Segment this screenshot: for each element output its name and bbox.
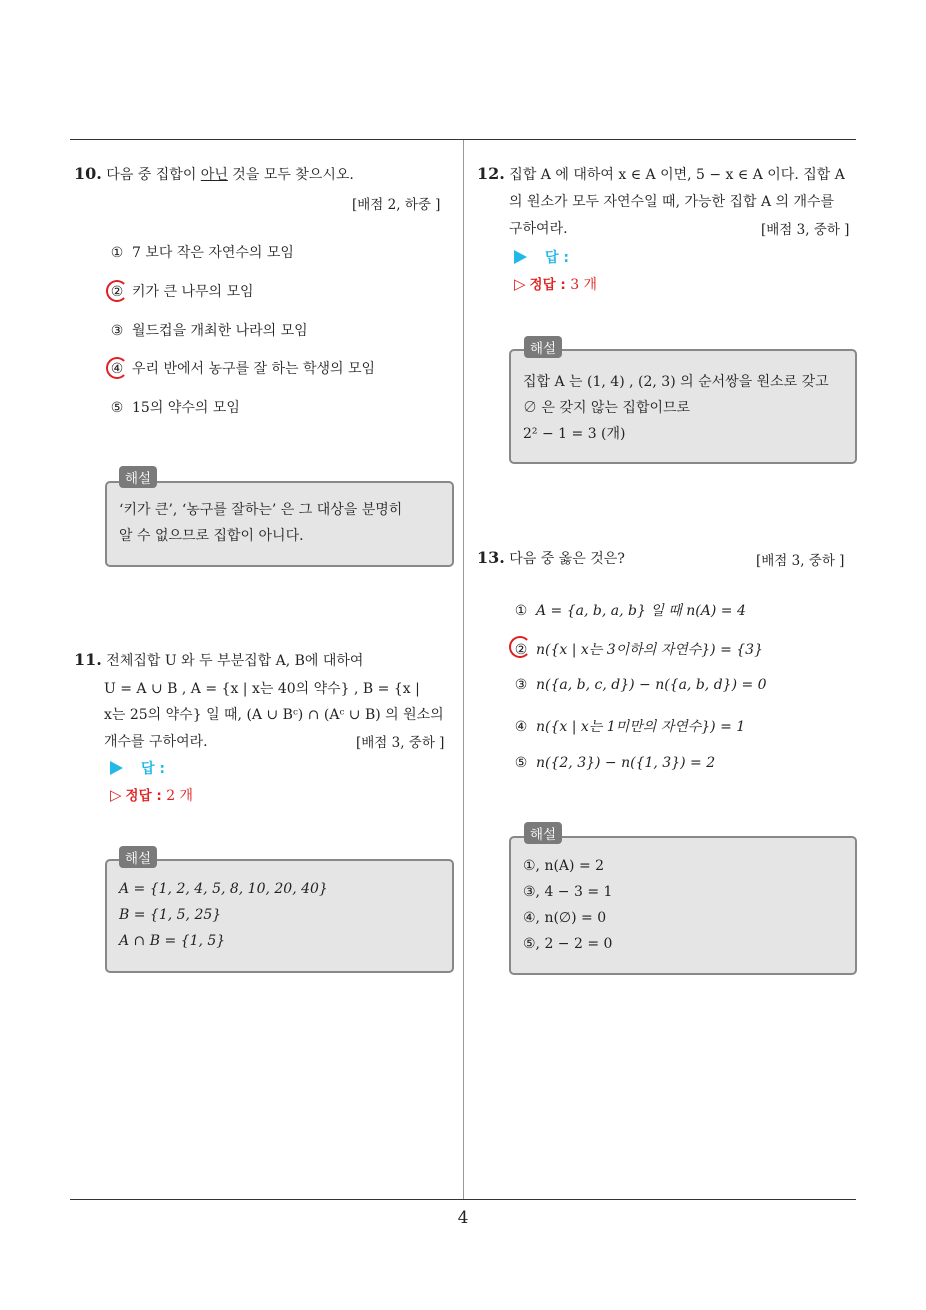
q13-explanation-tag: 해설 (524, 822, 562, 844)
q12-score: [배점 3, 중하 ] (761, 222, 850, 238)
triangle-outline-icon: ▷ (514, 275, 526, 293)
q13-option-5[interactable]: ⑤ n({2, 3}) − n({1, 3}) = 2 (514, 755, 716, 771)
column-divider (463, 140, 464, 1200)
q13-stem: 13. 다음 중 옳은 것은? (477, 548, 625, 567)
page-number: 4 (457, 1208, 469, 1228)
q11-explanation-box: A = {1, 2, 4, 5, 8, 10, 20, 40} B = {1, 5, 25} A ∩ B = {1, 5} (105, 859, 454, 973)
q11-correct-answer: ▷ 정답 : 2 개 (110, 786, 194, 804)
q12-correct-answer: ▷ 정답 : 3 개 (514, 275, 598, 293)
q10-option-4[interactable]: ④ 우리 반에서 농구를 잘 하는 학생의 모임 (110, 361, 376, 377)
q13-number: 13. (477, 548, 505, 567)
q13-option-3[interactable]: ③ n({a, b, c, d}) − n({a, b, d}) = 0 (514, 677, 767, 693)
q10-option-2[interactable]: ② 키가 큰 나무의 모임 (110, 284, 254, 300)
q13-explanation-box: ①, n(A) = 2 ③, 4 − 3 = 1 ④, n(∅) = 0 ⑤, 2 − 2 = 0 (509, 836, 857, 975)
play-icon (514, 250, 527, 264)
q10-option-1[interactable]: ① 7 보다 작은 자연수의 모임 (110, 245, 294, 261)
q10-selected-mark-icon (106, 280, 128, 302)
q10-explanation-box: ‘키가 큰’, ‘농구를 잘하는’ 은 그 대상을 분명히 알 수 없으므로 집합이 아니다. (105, 481, 454, 567)
q10-score: [배점 2, 하중 ] (352, 197, 441, 213)
q13-selected-mark-icon (509, 636, 531, 658)
q12-number: 12. (477, 164, 505, 183)
q13-option-1[interactable]: ① A = {a, b, a, b} 일 때 n(A) = 4 (514, 603, 746, 619)
q10-explanation-tag: 해설 (119, 466, 157, 488)
q11-answer-field[interactable]: 답 : (110, 758, 165, 778)
q13-score: [배점 3, 중하 ] (756, 553, 845, 569)
q12-explanation-tag: 해설 (524, 336, 562, 358)
q10-stem: 10. 다음 중 집합이 아닌 것을 모두 찾으시오. (74, 164, 354, 183)
q11-explanation-tag: 해설 (119, 846, 157, 868)
q11-stem: 11. 전체집합 U 와 두 부분집합 A, B에 대하여 (74, 650, 364, 669)
q13-option-2[interactable]: ② n({x | x는 3이하의 자연수}) = {3} (514, 642, 763, 658)
q13-option-4[interactable]: ④ n({x | x는 1미만의 자연수}) = 1 (514, 719, 746, 735)
q10-option-5[interactable]: ⑤ 15의 약수의 모임 (110, 400, 240, 416)
q12-explanation-box: 집합 A 는 (1, 4) , (2, 3) 의 순서쌍을 원소로 갖고 ∅ 은 갖지 않는 집합이므로 2² − 1 = 3 (개) (509, 349, 857, 464)
bottom-rule (70, 1199, 856, 1200)
q11-score: [배점 3, 중하 ] (356, 735, 445, 751)
q11-number: 11. (74, 650, 102, 669)
q10-selected-mark-icon (106, 357, 128, 379)
q12-answer-field[interactable]: 답 : (514, 247, 569, 267)
play-icon (110, 761, 123, 775)
triangle-outline-icon: ▷ (110, 786, 122, 804)
q10-number: 10. (74, 164, 102, 183)
q10-option-3[interactable]: ③ 월드컵을 개최한 나라의 모임 (110, 323, 308, 339)
q12-stem: 12. 집합 A 에 대하여 x ∈ A 이면, 5 − x ∈ A 이다. 집합 A (477, 164, 845, 183)
